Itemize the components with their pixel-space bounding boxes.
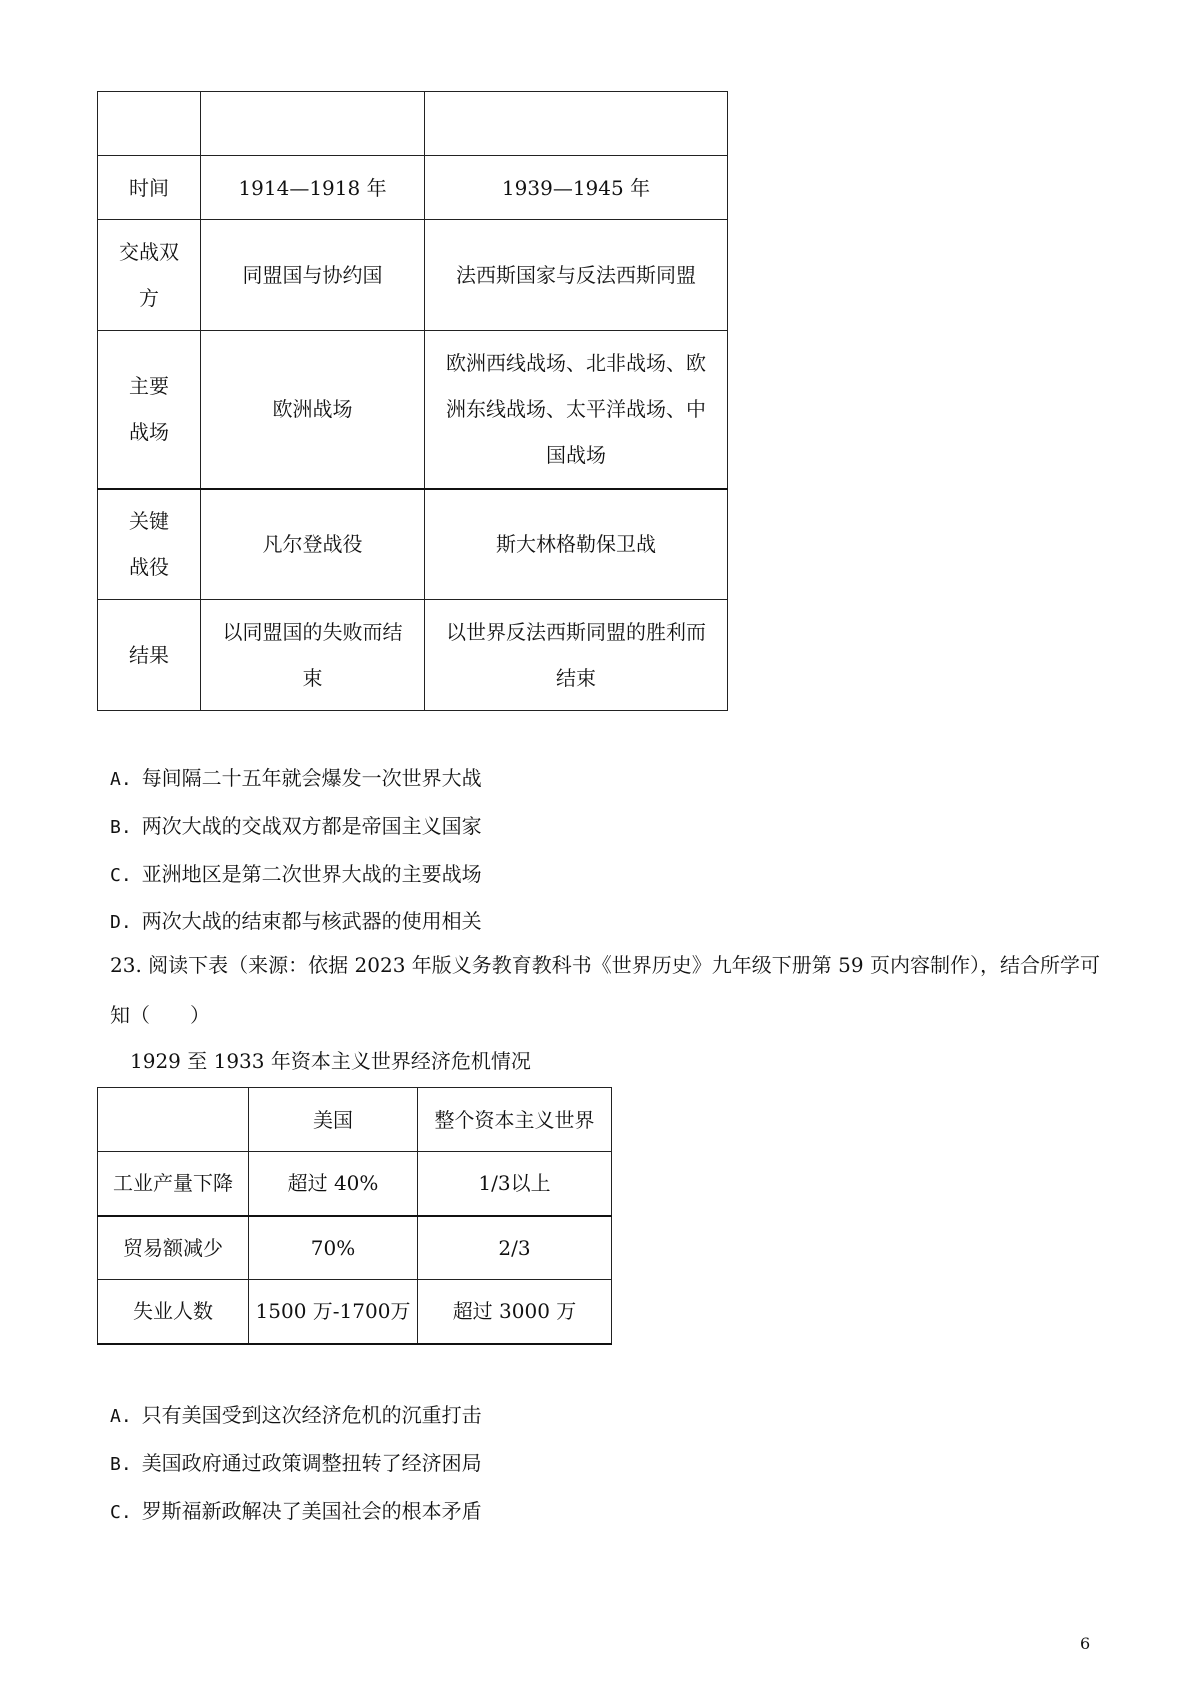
option-a xyxy=(110,1401,482,1431)
table-row xyxy=(98,331,728,489)
row-label: 工业产量下降 xyxy=(98,1152,249,1216)
table-caption: 1929 至 1933 年资本主义世界经济危机情况 xyxy=(130,1049,531,1073)
table-row xyxy=(98,1152,612,1216)
table-row xyxy=(98,489,728,600)
question-23-stem: 23. 阅读下表（来源：依据 2023 年版义务教育教科书《世界历史》九年级下册第 59 页内容制作），结合所学可知（ ） xyxy=(110,953,1100,1027)
world-cell: 2/3 xyxy=(418,1216,612,1280)
economic-crisis-table xyxy=(97,1087,612,1345)
header-cell xyxy=(201,92,425,156)
table-row xyxy=(98,220,728,331)
row-label: 时间 xyxy=(98,156,201,220)
option-letter: B. xyxy=(110,817,132,838)
table-row xyxy=(98,156,728,220)
option-c xyxy=(110,1497,482,1527)
option-b xyxy=(110,1449,482,1479)
usa-cell: 70% xyxy=(249,1216,418,1280)
wwii-cell: 欧洲西线战场、北非战场、欧洲东线战场、太平洋战场、中国战场 xyxy=(425,331,728,489)
option-text: 两次大战的结束都与核武器的使用相关 xyxy=(141,909,482,933)
option-letter: B. xyxy=(110,1454,132,1475)
option-letter: C. xyxy=(110,865,132,886)
table-header-row xyxy=(98,92,728,156)
row-label: 结果 xyxy=(98,600,201,711)
war-comparison-table xyxy=(97,91,728,711)
page-number: 6 xyxy=(1080,1634,1091,1653)
wwi-cell: 凡尔登战役 xyxy=(201,489,425,600)
option-letter: D. xyxy=(110,912,132,933)
row-label: 贸易额减少 xyxy=(98,1216,249,1280)
option-text: 只有美国受到这次经济危机的沉重打击 xyxy=(141,1403,482,1427)
option-b xyxy=(110,812,482,842)
wwii-cell: 1939—1945 年 xyxy=(425,156,728,220)
option-letter: A. xyxy=(110,1406,132,1427)
option-letter: C. xyxy=(110,1502,132,1523)
table-row xyxy=(98,600,728,711)
row-label: 主要战场 xyxy=(98,331,201,489)
option-text: 亚洲地区是第二次世界大战的主要战场 xyxy=(141,862,482,886)
option-c xyxy=(110,860,482,890)
wwi-cell: 同盟国与协约国 xyxy=(201,220,425,331)
wwi-cell: 欧洲战场 xyxy=(201,331,425,489)
option-text: 罗斯福新政解决了美国社会的根本矛盾 xyxy=(141,1499,482,1523)
option-text: 美国政府通过政策调整扭转了经济困局 xyxy=(141,1451,482,1475)
table-row xyxy=(98,1216,612,1280)
option-text: 两次大战的交战双方都是帝国主义国家 xyxy=(141,814,482,838)
header-cell xyxy=(425,92,728,156)
header-cell: 整个资本主义世界 xyxy=(418,1088,612,1152)
option-a xyxy=(110,764,482,794)
row-label: 失业人数 xyxy=(98,1280,249,1344)
world-cell: 超过 3000 万 xyxy=(418,1280,612,1344)
usa-cell: 超过 40% xyxy=(249,1152,418,1216)
option-d xyxy=(110,907,482,937)
world-cell: 1/3以上 xyxy=(418,1152,612,1216)
wwii-cell: 以世界反法西斯同盟的胜利而结束 xyxy=(425,600,728,711)
row-label: 关键战役 xyxy=(98,489,201,600)
option-text: 每间隔二十五年就会爆发一次世界大战 xyxy=(141,766,482,790)
wwi-cell: 以同盟国的失败而结束 xyxy=(201,600,425,711)
header-cell: 美国 xyxy=(249,1088,418,1152)
wwii-cell: 斯大林格勒保卫战 xyxy=(425,489,728,600)
header-cell xyxy=(98,1088,249,1152)
wwii-cell: 法西斯国家与反法西斯同盟 xyxy=(425,220,728,331)
header-cell xyxy=(98,92,201,156)
usa-cell: 1500 万-1700万 xyxy=(249,1280,418,1344)
option-letter: A. xyxy=(110,769,132,790)
row-label: 交战双方 xyxy=(98,220,201,331)
table-row xyxy=(98,1280,612,1344)
table-header-row xyxy=(98,1088,612,1152)
wwi-cell: 1914—1918 年 xyxy=(201,156,425,220)
